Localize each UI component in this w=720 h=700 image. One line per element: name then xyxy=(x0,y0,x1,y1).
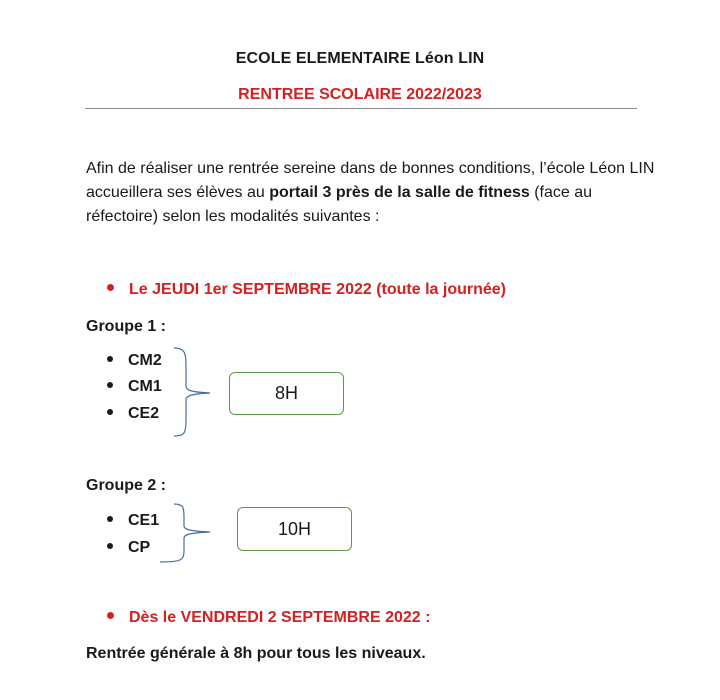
group1-brace xyxy=(150,346,220,438)
bullet-icon xyxy=(107,356,113,362)
bullet-icon xyxy=(107,382,113,388)
bullet-icon xyxy=(107,543,113,549)
group2-brace xyxy=(150,502,220,566)
intro-text-before: Afin de réaliser une rentrée sereine dans de bonnes conditions, l’école Léon LIN accueillera ses élèves au xyxy=(86,160,655,201)
group2-title: Groupe 2 : xyxy=(86,477,167,494)
level-label: CM2 xyxy=(128,352,162,369)
level-label: CM1 xyxy=(128,378,162,395)
general-rentree-text: Rentrée générale à 8h pour tous les niveaux. xyxy=(86,645,426,662)
day2-label: Dès le VENDREDI 2 SEPTEMBRE 2022 : xyxy=(129,609,431,626)
group2-level-item xyxy=(107,539,150,557)
level-label: CE1 xyxy=(128,512,160,529)
bullet-icon xyxy=(107,284,114,291)
group1-time-box: 8H xyxy=(229,372,344,415)
school-name: ECOLE ELEMENTAIRE Léon LIN xyxy=(235,50,485,67)
intro-text-after: (face au réfectoire) selon les modalités suivantes : xyxy=(86,184,593,225)
day1-heading xyxy=(107,281,506,299)
bullet-icon xyxy=(107,409,113,415)
intro-paragraph xyxy=(86,157,666,229)
rentree-title: RENTREE SCOLAIRE 2022/2023 xyxy=(238,86,482,103)
bullet-icon xyxy=(107,612,114,619)
group2-time-box: 10H xyxy=(237,507,352,551)
bullet-icon xyxy=(107,516,113,522)
day1-label: Le JEUDI 1er SEPTEMBRE 2022 (toute la journée) xyxy=(129,281,506,298)
day2-heading xyxy=(107,609,430,627)
group1-title: Groupe 1 : xyxy=(86,318,167,335)
intro-bold-location: portail 3 près de la salle de fitness xyxy=(269,184,530,201)
level-label: CP xyxy=(128,539,151,556)
header-divider xyxy=(85,108,637,109)
level-label: CE2 xyxy=(128,405,160,422)
